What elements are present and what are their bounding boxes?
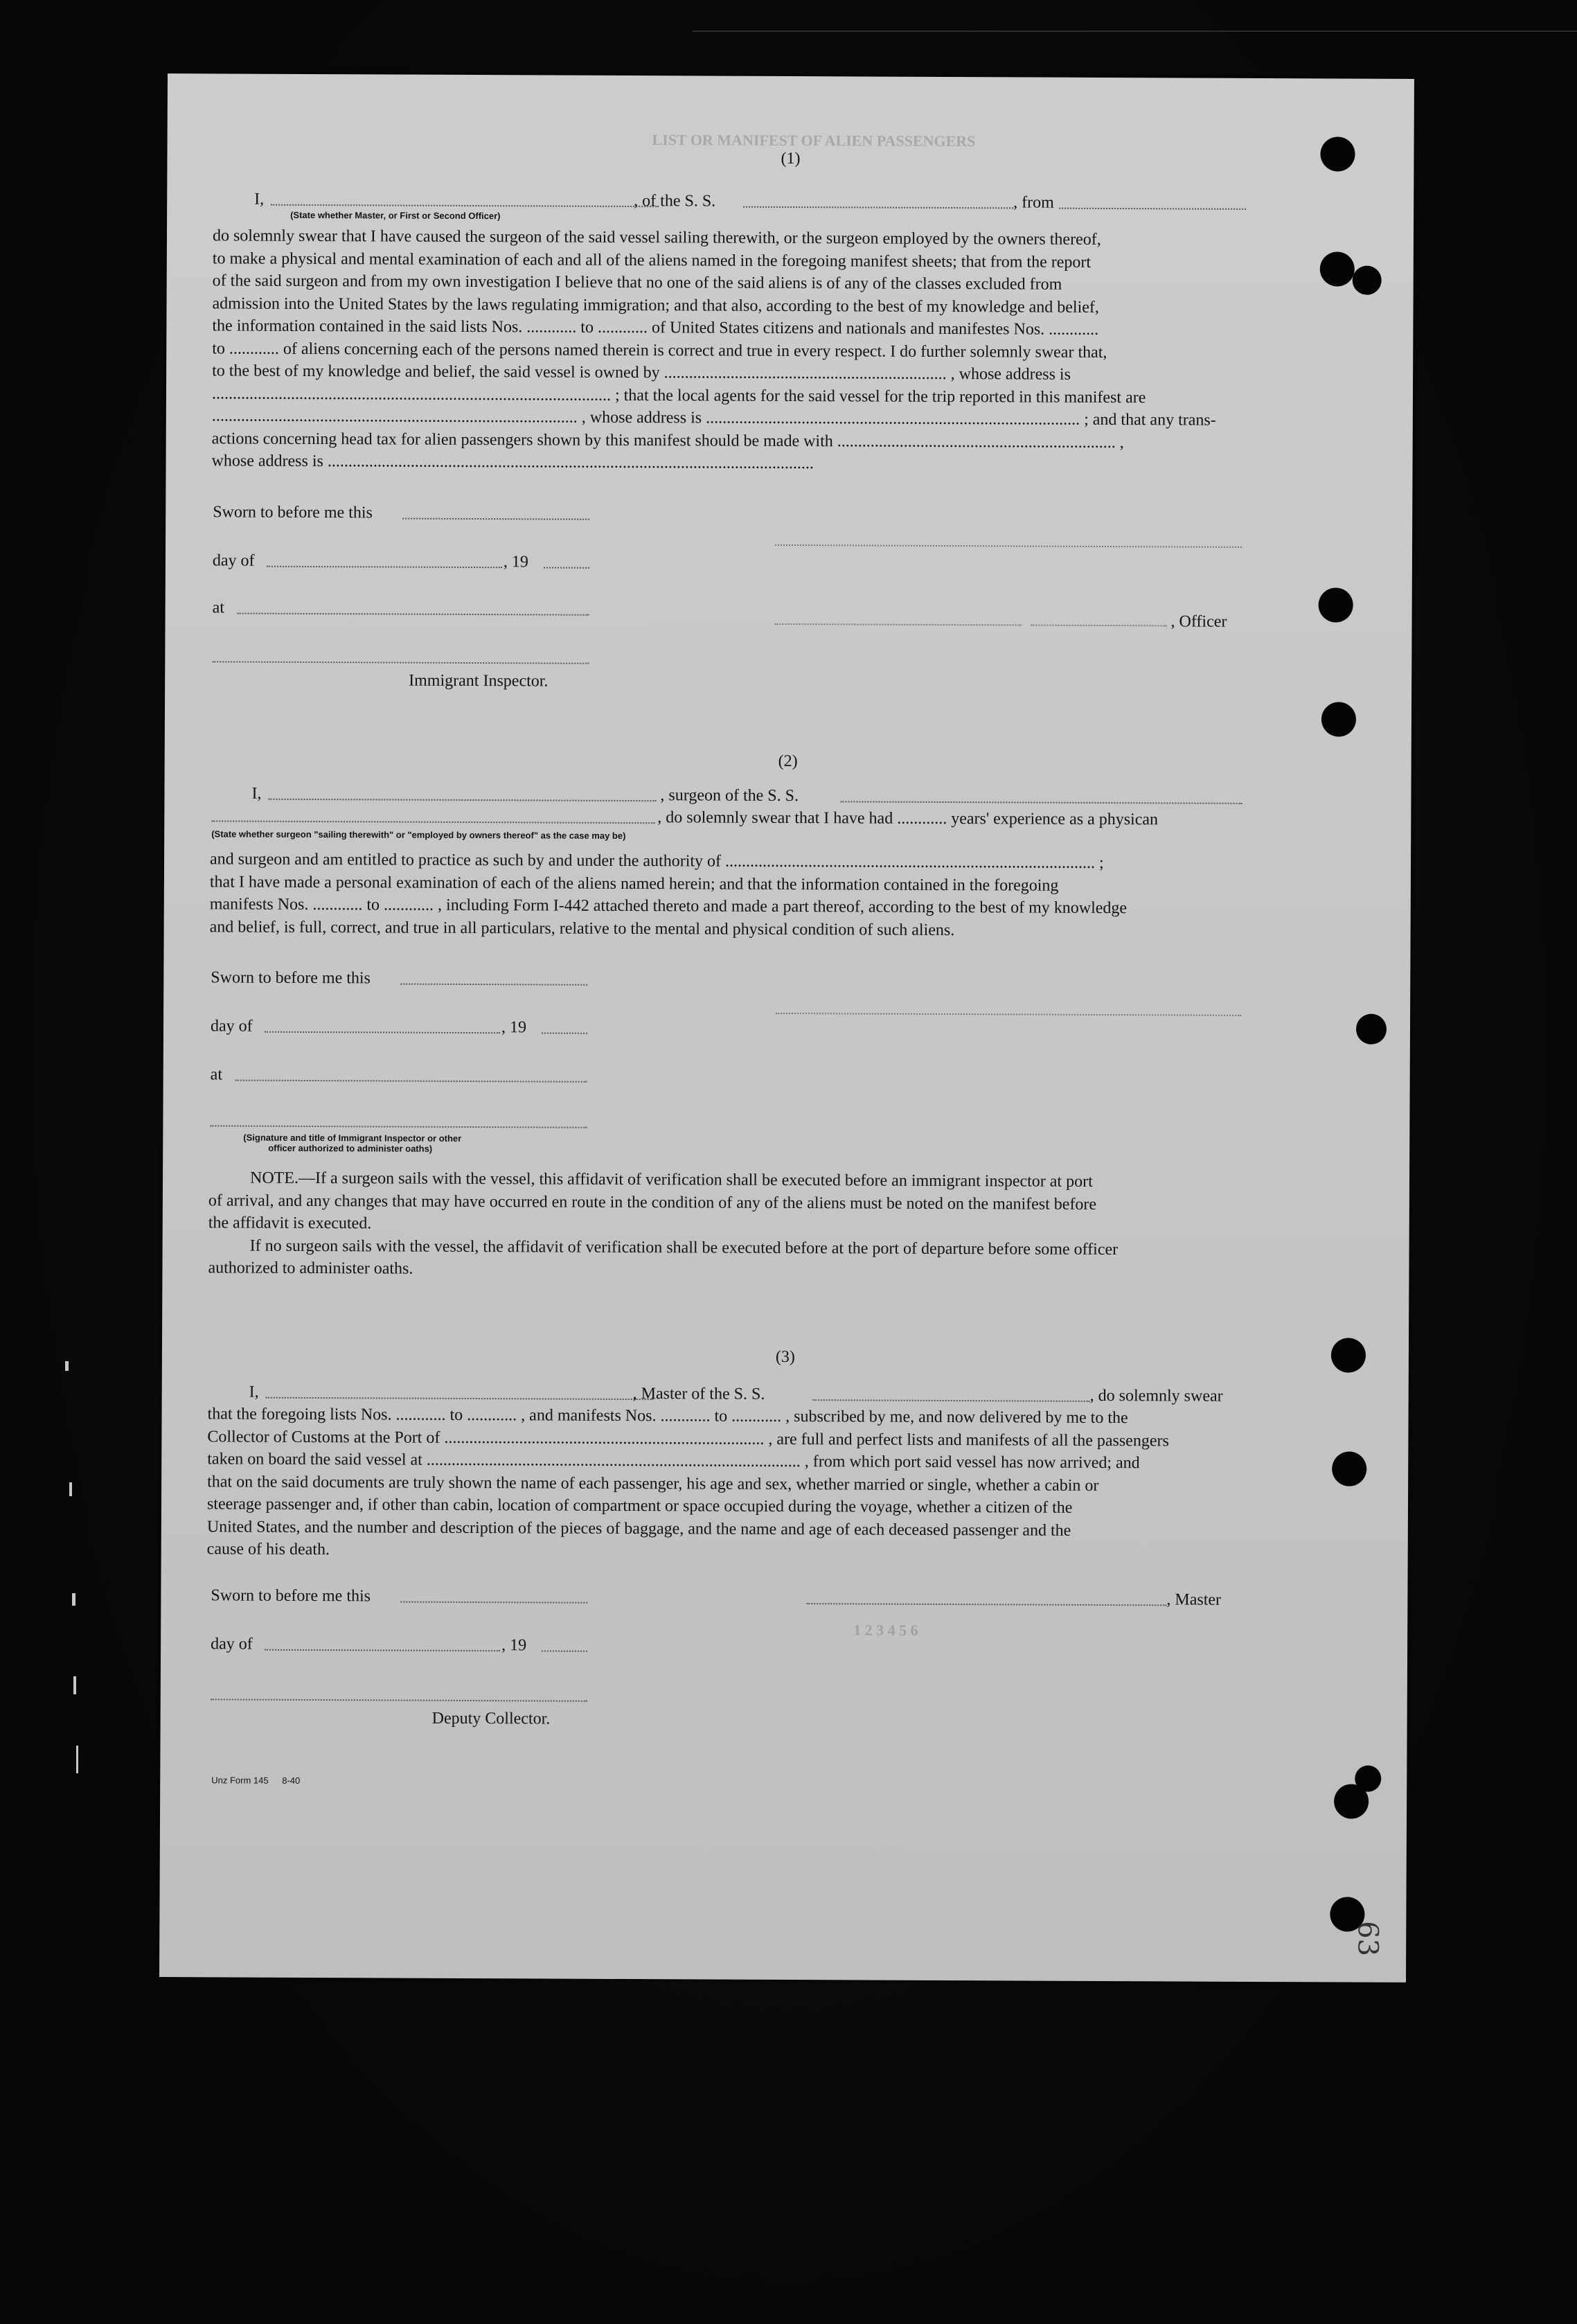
master-name-field — [266, 1397, 654, 1400]
body-line: that the foregoing lists Nos. ............ to ............ , and manifests Nos. ............ to ............ , subscribed by me, and now delivered by me to the — [207, 1405, 1128, 1428]
sworn-date-field — [400, 1602, 587, 1604]
year-field — [542, 1032, 587, 1034]
signature-line — [775, 544, 1242, 548]
section-2-body — [210, 848, 1247, 943]
section-1-heading: (1) — [781, 149, 801, 168]
body-line: actions concerning head tax for alien passengers shown by this manifest should be made with ................................................................... , — [211, 429, 1124, 452]
sworn-label: Sworn to before me this — [213, 503, 373, 522]
month-field — [267, 566, 502, 568]
section-1-caption: (State whether Master, or First or Second Officer) — [290, 209, 501, 222]
film-speck — [76, 1746, 78, 1773]
sworn-label: Sworn to before me this — [211, 968, 371, 988]
day-of-label: day of — [210, 1017, 253, 1036]
month-field — [265, 1031, 500, 1034]
body-line: whose address is ..................................................................................................................... — [211, 452, 814, 473]
body-line: that I have made a personal examination of each of the aliens named herein; and that the information contained in the foregoing — [209, 872, 1059, 895]
surgeon-status-field — [211, 820, 654, 824]
at-place-field — [235, 1080, 587, 1083]
sworn-date-field — [402, 518, 589, 520]
body-line: and surgeon and am entitled to practice as such by and under the authority of ......................................................................................... ; — [209, 850, 1104, 872]
body-line: steerage passenger and, if other than cabin, location of compartment or space occupied during the voyage, whether a citizen of the — [206, 1495, 1073, 1517]
body-line: do solemnly swear that I have caused the surgeon of the said vessel sailing therewith, or the surgeon employed by the owners thereof, — [212, 227, 1101, 249]
day-of-label: day of — [212, 551, 255, 570]
master-label: , Master — [1166, 1590, 1222, 1609]
body-line: of the said surgeon and from my own investigation I believe that no one of the said aliens is of any of the classes excluded from — [212, 272, 1062, 294]
form-date: 8-40 — [282, 1775, 301, 1786]
body-line: and belief, is full, correct, and true in all particulars, relative to the mental and physical condition of such aliens. — [209, 917, 955, 939]
section-2-line-2: , do solemnly swear that I have had ............ years' experience as a physican — [657, 808, 1159, 829]
note-block — [208, 1167, 1245, 1284]
bleed-through-text: 1 2 3 4 5 6 — [853, 1621, 918, 1639]
year-field — [544, 567, 589, 568]
section-3-master: , Master of the S. S. — [632, 1385, 765, 1403]
section-2-heading: (2) — [778, 752, 798, 771]
film-speck — [73, 1676, 76, 1694]
note-line: authorized to administer oaths. — [208, 1259, 413, 1278]
deputy-signature-line — [211, 1698, 587, 1701]
year-field — [542, 1650, 587, 1651]
section-1-i: I, — [254, 190, 265, 209]
bleed-through-text: LIST OR MANIFEST OF ALIEN PASSENGERS — [652, 131, 976, 150]
sworn-label: Sworn to before me this — [211, 1586, 371, 1606]
film-edge-line — [693, 30, 1577, 32]
film-speck — [65, 1361, 69, 1371]
body-line: ........................................................................................ , whose address is .......................................................................................... ; and that any trans- — [211, 407, 1216, 429]
at-place-field — [238, 613, 589, 616]
punch-hole — [1319, 587, 1353, 622]
form-number: Unz Form 145 — [211, 1775, 269, 1786]
section-2-caption: (State whether surgeon "sailing therewith" or "employed by owners thereof" as the case may be) — [211, 828, 626, 841]
body-line: that on the said documents are truly shown the name of each passenger, his age and sex, whether married or single, whether a cabin or — [207, 1472, 1099, 1495]
year-label: , 19 — [503, 553, 528, 571]
master-vessel-field — [813, 1399, 1090, 1402]
signature-caption-2: officer authorized to administer oaths) — [268, 1142, 433, 1154]
punch-hole — [1356, 1014, 1387, 1045]
section-3-i: I, — [249, 1383, 259, 1401]
surgeon-signature-line — [776, 1013, 1241, 1016]
body-line: to ............ of aliens concerning each of the persons named therein is correct and true in every respect. I do further solemnly swear that, — [212, 339, 1107, 362]
film-speck — [72, 1593, 75, 1606]
note-line: NOTE.—If a surgeon sails with the vessel, this affidavit of verification shall be executed before an immigrant inspector at port — [249, 1169, 1093, 1191]
section-3-heading: (3) — [775, 1347, 795, 1367]
day-of-label: day of — [211, 1635, 253, 1653]
surgeon-vessel-field — [840, 801, 1242, 804]
body-line: manifests Nos. ............ to ............ , including Form I-442 attached thereto and made a part thereof, according to the best of my knowledge — [209, 895, 1128, 918]
officer-label: , Officer — [1170, 612, 1227, 631]
sworn-date-field — [400, 984, 587, 986]
body-line: taken on board the said vessel at .......................................................................................... , from which port said vessel has now arrived; and — [207, 1450, 1140, 1473]
section-2-i: I, — [251, 784, 262, 803]
at-label: at — [212, 598, 225, 617]
punch-hole — [1332, 1451, 1366, 1486]
officer-signature-line — [775, 623, 1022, 626]
officer-name-field — [271, 204, 659, 207]
punch-hole — [1353, 266, 1382, 295]
master-signature-line — [806, 1603, 1166, 1606]
year-label: , 19 — [501, 1636, 527, 1655]
signature-caption-1: (Signature and title of Immigrant Inspector or other — [243, 1132, 462, 1144]
body-line: admission into the United States by the laws regulating immigration; and that also, according to the best of my knowledge and belief, — [212, 294, 1099, 317]
section-2-surgeon: , surgeon of the S. S. — [660, 786, 799, 806]
immigrant-inspector-label: Immigrant Inspector. — [409, 671, 549, 691]
deputy-collector-label: Deputy Collector. — [431, 1709, 551, 1728]
punch-hole — [1355, 1766, 1381, 1792]
page-number-mark: 63 — [1351, 1921, 1384, 1957]
note-line: the affidavit is executed. — [208, 1214, 372, 1233]
body-line: to the best of my knowledge and belief, the said vessel is owned by .................................................................... , whose address is — [212, 362, 1071, 384]
note-line: If no surgeon sails with the vessel, the affidavit of verification shall be executed before at the port of departure before some officer — [249, 1236, 1119, 1259]
body-line: cause of his death. — [206, 1540, 330, 1559]
section-1-body — [211, 224, 1249, 477]
note-line: of arrival, and any changes that may have occurred en route in the condition of any of the aliens must be noted on the manifest before — [208, 1191, 1097, 1214]
body-line: the information contained in the said lists Nos. ............ to ............ of United States citizens and nationals and manifestes Nos. ............ — [212, 317, 1099, 339]
document-page — [159, 73, 1414, 1983]
surgeon-name-field — [268, 799, 656, 801]
inspector-signature-line — [210, 1125, 587, 1128]
year-label: , 19 — [501, 1018, 527, 1037]
at-label: at — [210, 1065, 223, 1084]
punch-hole — [1320, 251, 1355, 286]
body-line: to make a physical and mental examination of each and all of the aliens named in the foregoing manifest sheets; that from the report — [212, 249, 1092, 272]
officer-signature-line-2 — [1031, 625, 1167, 627]
vessel-name-field — [743, 206, 1013, 209]
body-line: Collector of Customs at the Port of ............................................................................. , are full and perfect lists and manifests of all the passengers — [207, 1427, 1169, 1450]
section-1-from: , from — [1013, 193, 1054, 212]
body-line: ................................................................................................ ; that the local agents for the said vessel for the trip reported in this manifest are — [211, 384, 1146, 407]
section-3-swear: , do solemnly swear — [1089, 1386, 1223, 1405]
body-line: United States, and the number and description of the pieces of baggage, and the name and age of each deceased passenger and the — [206, 1517, 1071, 1540]
port-from-field — [1059, 208, 1246, 210]
film-speck — [69, 1482, 72, 1496]
inspector-signature-line — [212, 661, 589, 664]
section-3-body — [207, 1403, 1244, 1565]
month-field — [265, 1649, 500, 1651]
punch-hole — [1321, 702, 1356, 736]
section-1-of-ss: , of the S. S. — [634, 192, 716, 211]
